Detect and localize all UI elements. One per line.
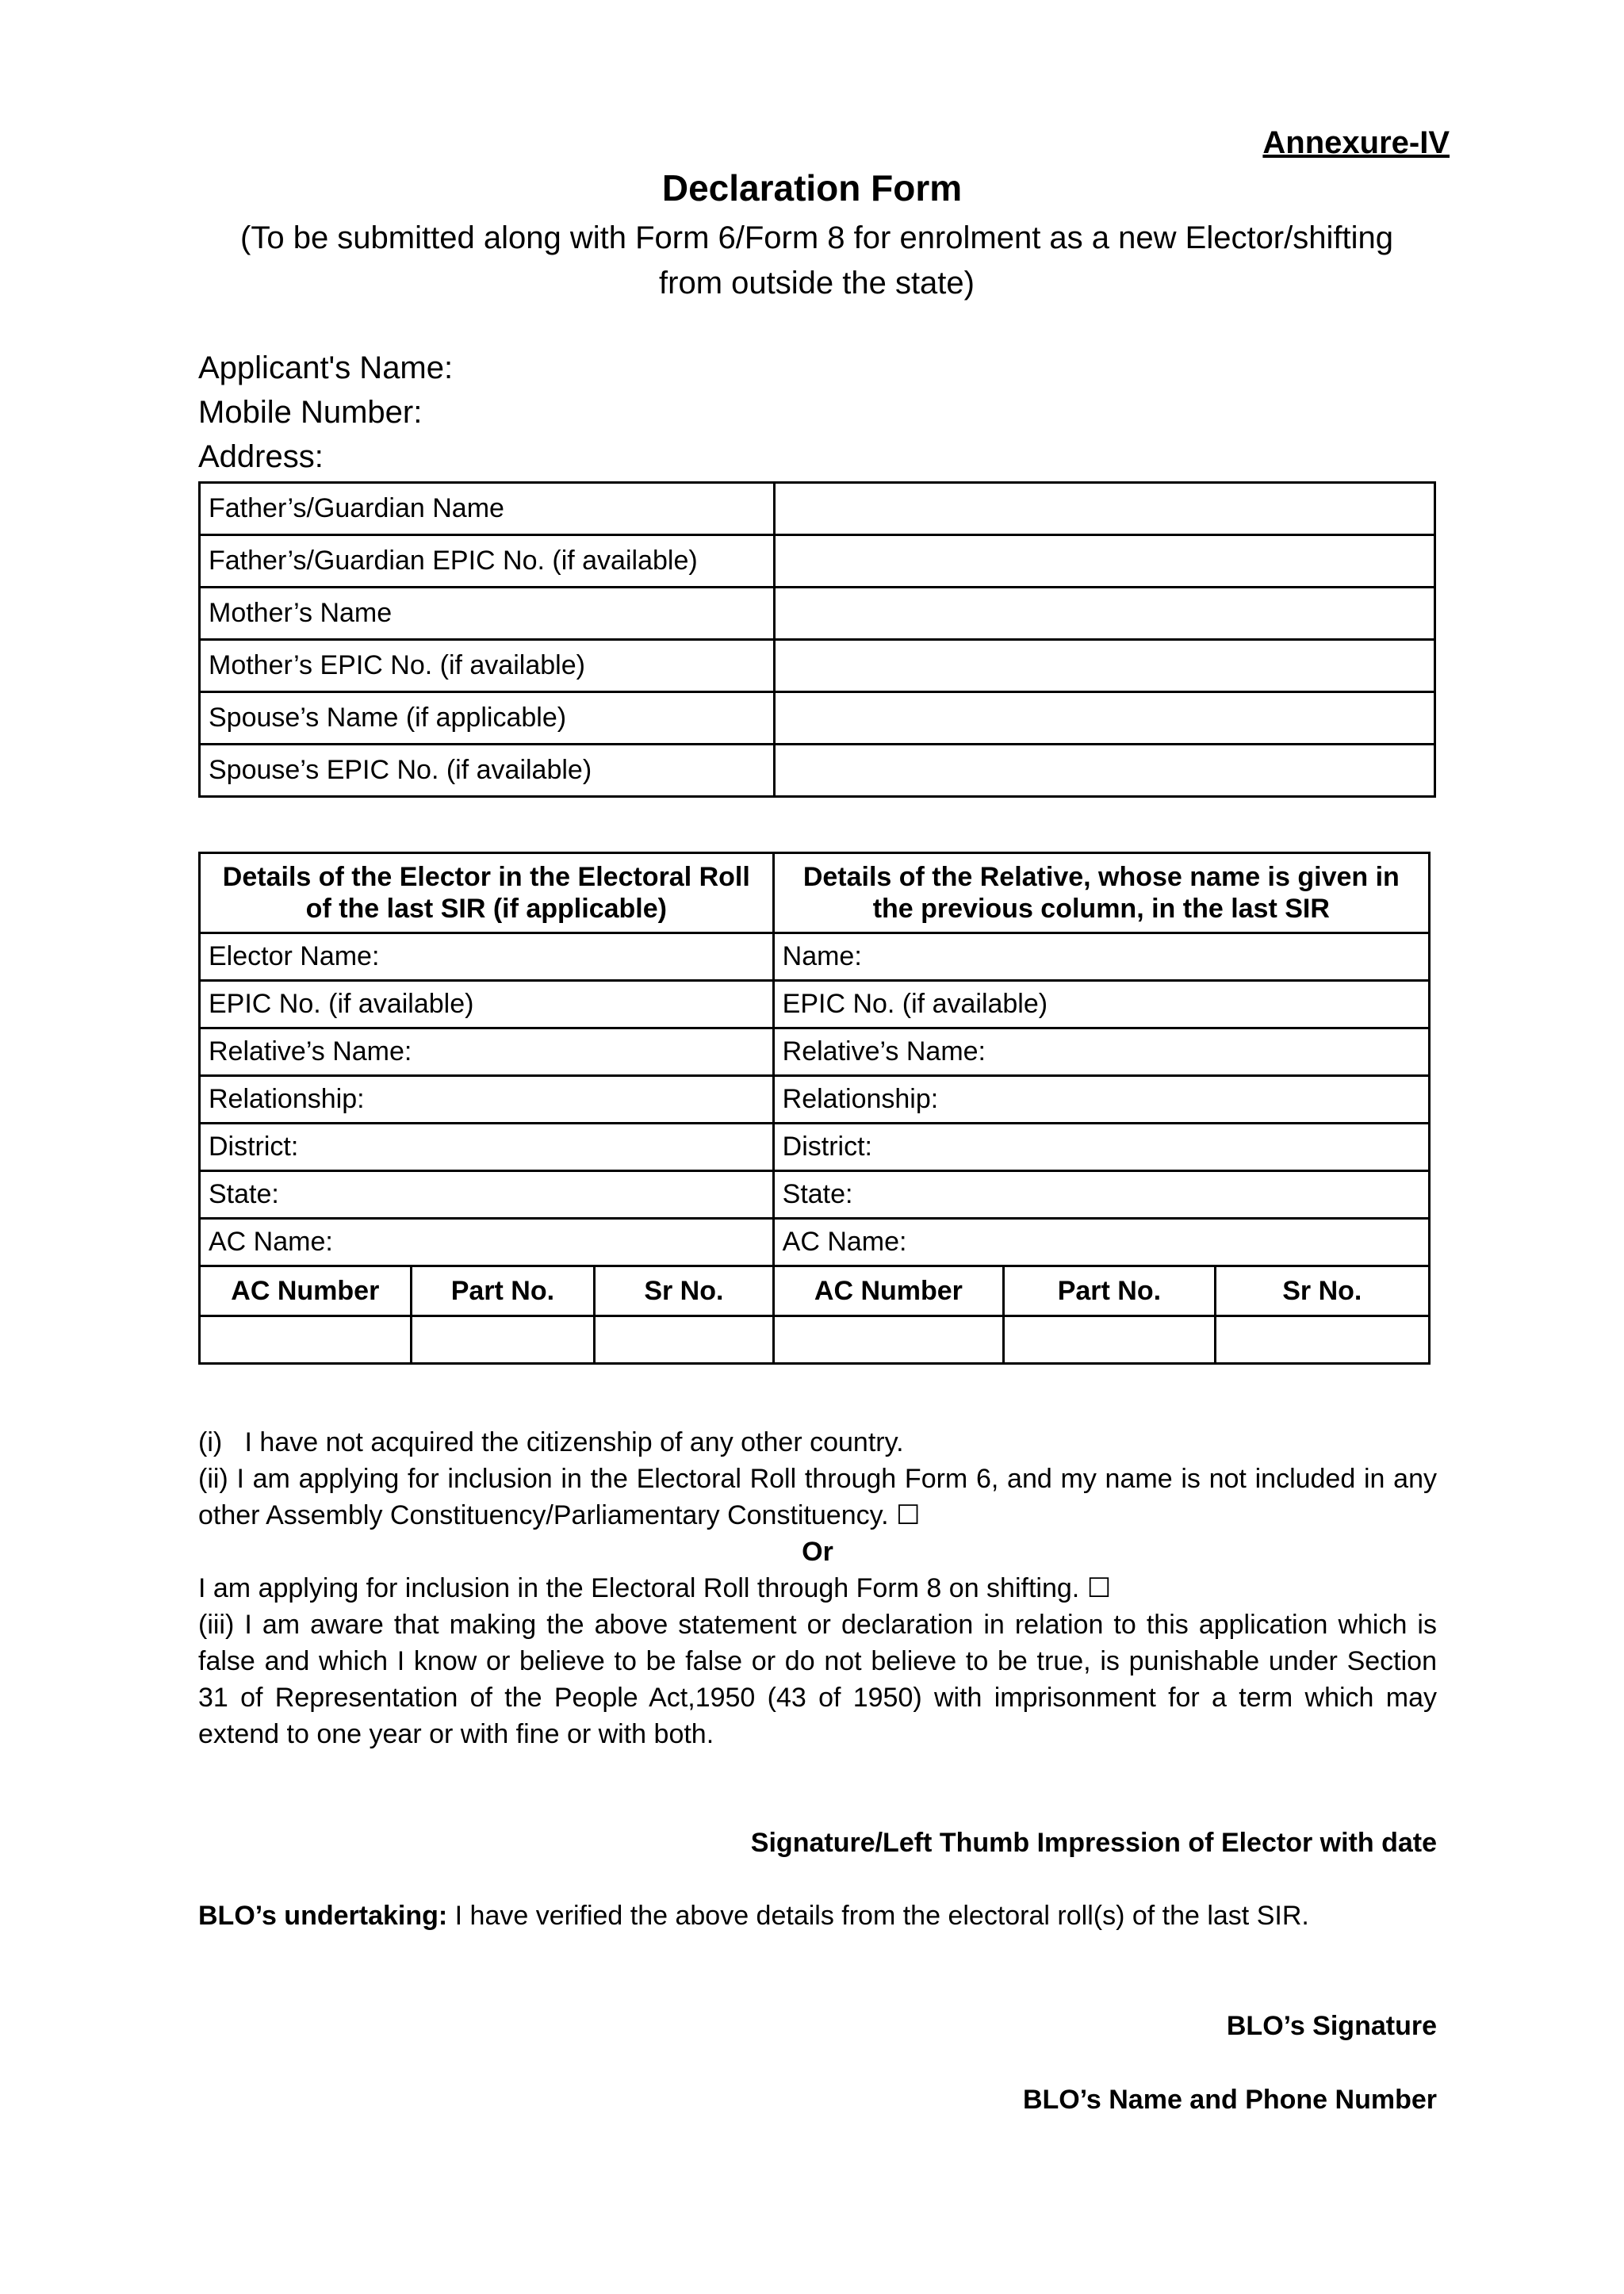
blo-name-phone-label: BLO’s Name and Phone Number [1022,2085,1437,2115]
relative-relationship-cell[interactable]: Relationship: [773,1076,1429,1124]
sir-details-table [198,852,1431,1365]
table-subheader-row [200,1266,1430,1316]
table-row [200,1171,1430,1219]
relative-part-no-header: Part No. [1004,1266,1215,1316]
relative-relative-name-cell[interactable]: Relative’s Name: [773,1028,1429,1076]
relative-ac-number-header: AC Number [773,1266,1004,1316]
mother-name-field[interactable] [775,588,1435,640]
relative-district-cell[interactable]: District: [773,1124,1429,1171]
table-row [200,981,1430,1028]
elector-state-cell[interactable]: State: [200,1171,774,1219]
blo-undertaking-label: BLO’s undertaking: [198,1901,448,1931]
father-epic-field[interactable] [775,535,1435,588]
address-label: Address: [198,439,324,474]
elector-sr-no-header: Sr No. [595,1266,774,1316]
relative-details-header: Details of the Relative, whose name is given in the previous column, in the last SIR [773,853,1429,933]
elector-ac-number-header: AC Number [200,1266,412,1316]
table-row [200,1028,1430,1076]
relative-sr-no-field[interactable] [1215,1316,1429,1364]
mother-name-label: Mother’s Name [200,588,775,640]
elector-part-no-header: Part No. [411,1266,595,1316]
table-row [200,483,1435,535]
annexure-label: Annexure-IV [1262,125,1450,160]
elector-epic-cell[interactable]: EPIC No. (if available) [200,981,774,1028]
declaration-item-1: (i) I have not acquired the citizenship of any other country. [198,1427,904,1457]
relative-ac-name-cell[interactable]: AC Name: [773,1219,1429,1266]
spouse-epic-label: Spouse’s EPIC No. (if available) [200,745,775,797]
table-row [200,535,1435,588]
mother-epic-field[interactable] [775,640,1435,692]
elector-district-cell[interactable]: District: [200,1124,774,1171]
father-epic-label: Father’s/Guardian EPIC No. (if available) [200,535,775,588]
declaration-item-2-text: (ii) I am applying for inclusion in the Electoral Roll through Form 6, and my name is not included in any other Assembly Constituency/Parliamentary Constituency. [198,1464,1437,1530]
relative-sr-no-header: Sr No. [1215,1266,1429,1316]
elector-sr-no-field[interactable] [595,1316,774,1364]
declaration-item-3: (iii) I am aware that making the above statement or declaration in relation to this application which is false and which I know or believe to be false or do not believe to be true, is punishable under Section 31 of Representation of the People Act,1950 (43 of 1950) with imprisonment for a term which may extend to one year or with fine or with both. [198,1610,1437,1749]
table-row [200,1219,1430,1266]
spouse-name-label: Spouse’s Name (if applicable) [200,692,775,745]
declaration-item-2b-text: I am applying for inclusion in the Electoral Roll through Form 8 on shifting. [198,1573,1080,1603]
elector-relationship-cell[interactable]: Relationship: [200,1076,774,1124]
elector-name-cell[interactable]: Elector Name: [200,933,774,981]
applicant-block [198,346,453,479]
applicant-name-label: Applicant's Name: [198,350,454,385]
table-row [200,1076,1430,1124]
elector-details-header: Details of the Elector in the Electoral Roll of the last SIR (if applicable) [200,853,774,933]
form8-checkbox[interactable]: ☐ [1086,1573,1112,1603]
or-separator: Or [802,1537,833,1567]
elector-relative-name-cell[interactable]: Relative’s Name: [200,1028,774,1076]
elector-signature-label: Signature/Left Thumb Impression of Elector with date [750,1828,1437,1858]
father-name-label: Father’s/Guardian Name [200,483,775,535]
blo-undertaking-text: I have verified the above details from the electoral roll(s) of the last SIR. [447,1901,1309,1931]
table-row [200,933,1430,981]
mother-epic-label: Mother’s EPIC No. (if available) [200,640,775,692]
elector-ac-number-field[interactable] [200,1316,412,1364]
relative-name-cell[interactable]: Name: [773,933,1429,981]
mobile-number-label: Mobile Number: [198,395,423,430]
elector-ac-name-cell[interactable]: AC Name: [200,1219,774,1266]
page-subtitle: (To be submitted along with Form 6/Form 8 for enrolment as a new Elector/shifting from outside the state) [240,220,1393,301]
table-row [200,692,1435,745]
page-title: Declaration Form [661,167,963,209]
table-row [200,745,1435,797]
family-details-table [198,481,1436,798]
declaration-item-2 [198,1461,1437,1534]
relative-part-no-field[interactable] [1004,1316,1215,1364]
spouse-epic-field[interactable] [775,745,1435,797]
table-row [200,1316,1430,1364]
relative-ac-number-field[interactable] [773,1316,1004,1364]
relative-state-cell[interactable]: State: [773,1171,1429,1219]
table-row [200,588,1435,640]
relative-epic-cell[interactable]: EPIC No. (if available) [773,981,1429,1028]
table-header-row [200,853,1430,933]
form6-checkbox[interactable]: ☐ [896,1500,921,1530]
table-row [200,640,1435,692]
table-row [200,1124,1430,1171]
spouse-name-field[interactable] [775,692,1435,745]
father-name-field[interactable] [775,483,1435,535]
declaration-statements [198,1424,1437,1752]
blo-signature-label: BLO’s Signature [1226,2011,1437,2041]
declaration-item-2b [198,1570,1437,1607]
blo-undertaking [198,1901,1309,1932]
elector-part-no-field[interactable] [411,1316,595,1364]
